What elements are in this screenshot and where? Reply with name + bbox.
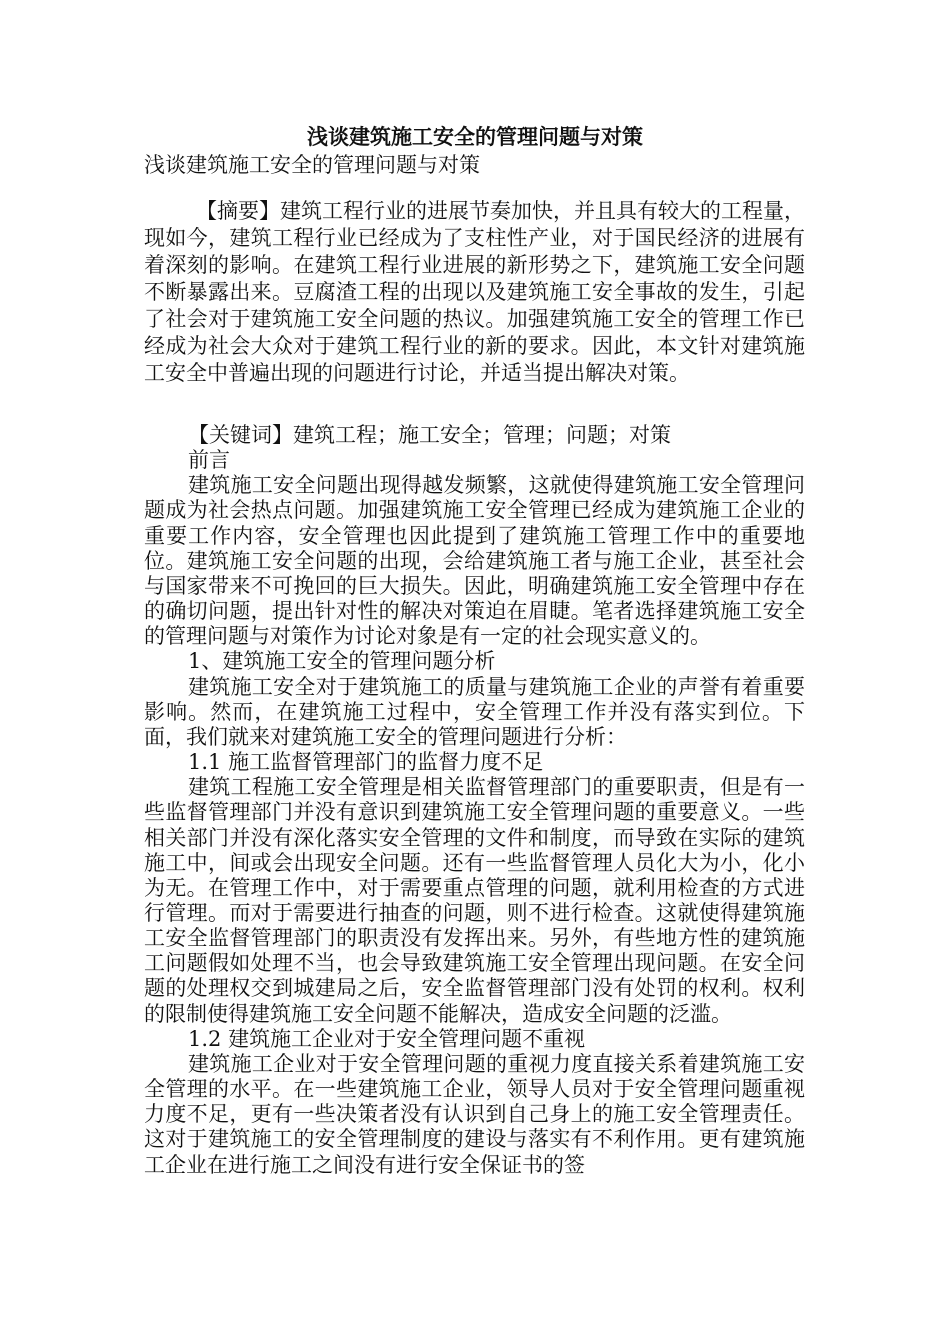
section-1-1-heading: 1.1 施工监督管理部门的监督力度不足 — [188, 750, 544, 775]
abstract-paragraph — [144, 198, 805, 387]
section-1-paragraph: 建筑施工安全对于建筑施工的质量与建筑施工企业的声誉有着重要影响。然而，在建筑施工过程中，安全管理工作并没有落实到位。下面，我们就来对建筑施工安全的管理问题进行分析： — [144, 674, 805, 749]
foreword-heading: 前言 — [188, 448, 230, 473]
section-1-2-paragraph: 建筑施工企业对于安全管理问题的重视力度直接关系着建筑施工安全管理的水平。在一些建筑施工企业，领导人员对于安全管理问题重视力度不足，更有一些决策者没有认识到自己身上的施工安全管理责任。这对于建筑施工的安全管理制度的建设与落实有不利作用。更有建筑施工企业在进行施工之间没有进行安全保证书的签 — [144, 1051, 805, 1177]
section-1-heading: 1、建筑施工安全的管理问题分析 — [188, 649, 496, 674]
document-body — [144, 423, 805, 1178]
abstract-text: 【摘要】建筑工程行业的进展节奏加快，并且具有较大的工程量，现如今，建筑工程行业已经成为了支柱性产业，对于国民经济的进展有着深刻的影响。在建筑工程行业进展的新形势之下，建筑施工安全问题不断暴露出来。豆腐渣工程的出现以及建筑施工安全事故的发生，引起了社会对于建筑施工安全问题的热议。加强建筑施工安全的管理工作已经成为社会大众对于建筑工程行业的新的要求。因此，本文针对建筑施工安全中普遍出现的问题进行讨论，并适当提出解决对策。 — [144, 199, 805, 385]
foreword-paragraph: 建筑施工安全问题出现得越发频繁，这就使得建筑施工安全管理问题成为社会热点问题。加强建筑施工安全管理已经成为建筑施工企业的重要工作内容，安全管理也因此提到了建筑施工管理工作中的重要地位。建筑施工安全问题的出现，会给建筑施工者与施工企业，甚至社会与国家带来不可挽回的巨大损失。因此，明确建筑施工安全管理中存在的确切问题，提出针对性的解决对策迫在眉睫。笔者选择建筑施工安全的管理问题与对策作为讨论对象是有一定的社会现实意义的。 — [144, 473, 805, 649]
section-1-2-heading: 1.2 建筑施工企业对于安全管理问题不重视 — [188, 1026, 586, 1051]
section-1-1-paragraph: 建筑工程施工安全管理是相关监督管理部门的重要职责，但是有一些监督管理部门并没有意识到建筑施工安全管理问题的重要意义。一些相关部门并没有深化落实安全管理的文件和制度，而导致在实际的建筑施工中，间或会出现安全问题。还有一些监督管理人员化大为小，化小为无。在管理工作中，对于需要重点管理的问题，就利用检查的方式进行管理。而对于需要进行抽查的问题，则不进行检查。这就使得建筑施工安全监督管理部门的职责没有发挥出来。另外，有些地方性的建筑施工问题假如处理不当，也会导致建筑施工安全管理出现问题。在安全问题的处理权交到城建局之后，安全监督管理部门没有处罚的权利。权利的限制使得建筑施工安全问题不能解决，造成安全问题的泛滥。 — [144, 775, 805, 1026]
document-title: 浅谈建筑施工安全的管理问题与对策 — [307, 124, 643, 149]
keywords-line: 【关键词】建筑工程；施工安全；管理；问题；对策 — [188, 423, 671, 447]
document-subtitle: 浅谈建筑施工安全的管理问题与对策 — [144, 153, 480, 177]
